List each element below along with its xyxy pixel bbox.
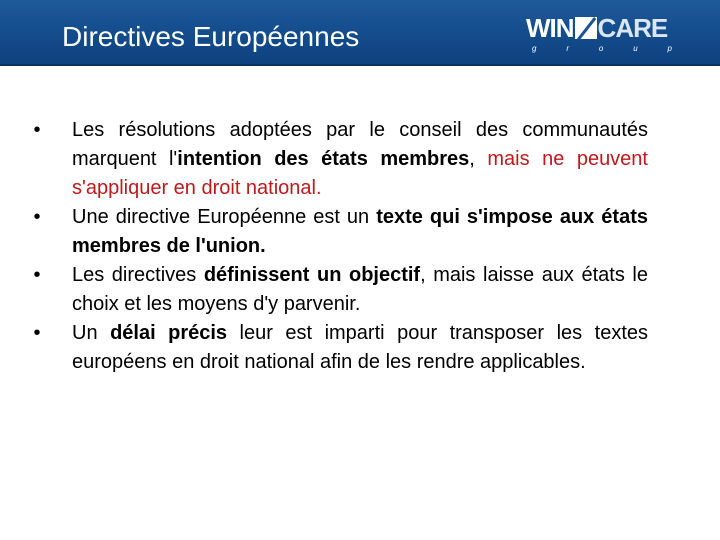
logo-brand-right: CARE [597,13,668,43]
logo-subtitle [532,44,672,53]
bullet-text-emphasis: intention des états membres [177,148,470,170]
slide-header [0,0,720,66]
bullet-text: leur est imparti pour transposer les textes européens en droit national afin de les rendre applicables. [72,322,648,373]
bullet-item [30,319,648,377]
logo-brand-left: WIN [526,13,574,43]
bullet-text: Un [72,322,111,344]
slide-title: Directives Européennes [62,21,360,52]
wincare-logo [526,14,676,54]
slide-body [30,116,648,377]
bullet-text: Une directive Européenne est un [72,206,377,228]
bullet-text-emphasis: définissent un objectif [203,264,421,286]
logo-wordmark [526,14,667,42]
bullet-list [30,116,648,377]
bullet-marker: • [33,206,41,228]
logo-subtitle-letter: u [633,44,638,53]
bullet-item [30,116,648,203]
logo-subtitle-letter: r [566,44,569,53]
bullet-text: Les résolutions adoptées par le conseil des communautés marquent l' [72,119,648,170]
bullet-text-highlight: mais ne peuvent s'appliquer en droit national. [72,148,648,199]
logo-subtitle-letter: p [667,44,672,53]
bullet-text: Les directives [72,264,204,286]
bullet-marker: • [33,322,41,344]
bullet-item [30,203,648,261]
bullet-marker: • [33,264,41,286]
bullet-marker: • [33,119,41,141]
bullet-text: , mais laisse aux états le choix et les moyens d'y parvenir. [72,264,648,315]
bullet-item [30,261,648,319]
bullet-text-emphasis: texte qui s'impose aux états membres de l'union. [72,206,648,257]
logo-subtitle-letter: o [598,44,604,53]
logo-subtitle-letter: g [532,44,537,53]
bullet-text-emphasis: délai précis [110,322,228,344]
bullet-text: , [469,148,488,170]
logo-slash-box-icon [575,17,597,39]
